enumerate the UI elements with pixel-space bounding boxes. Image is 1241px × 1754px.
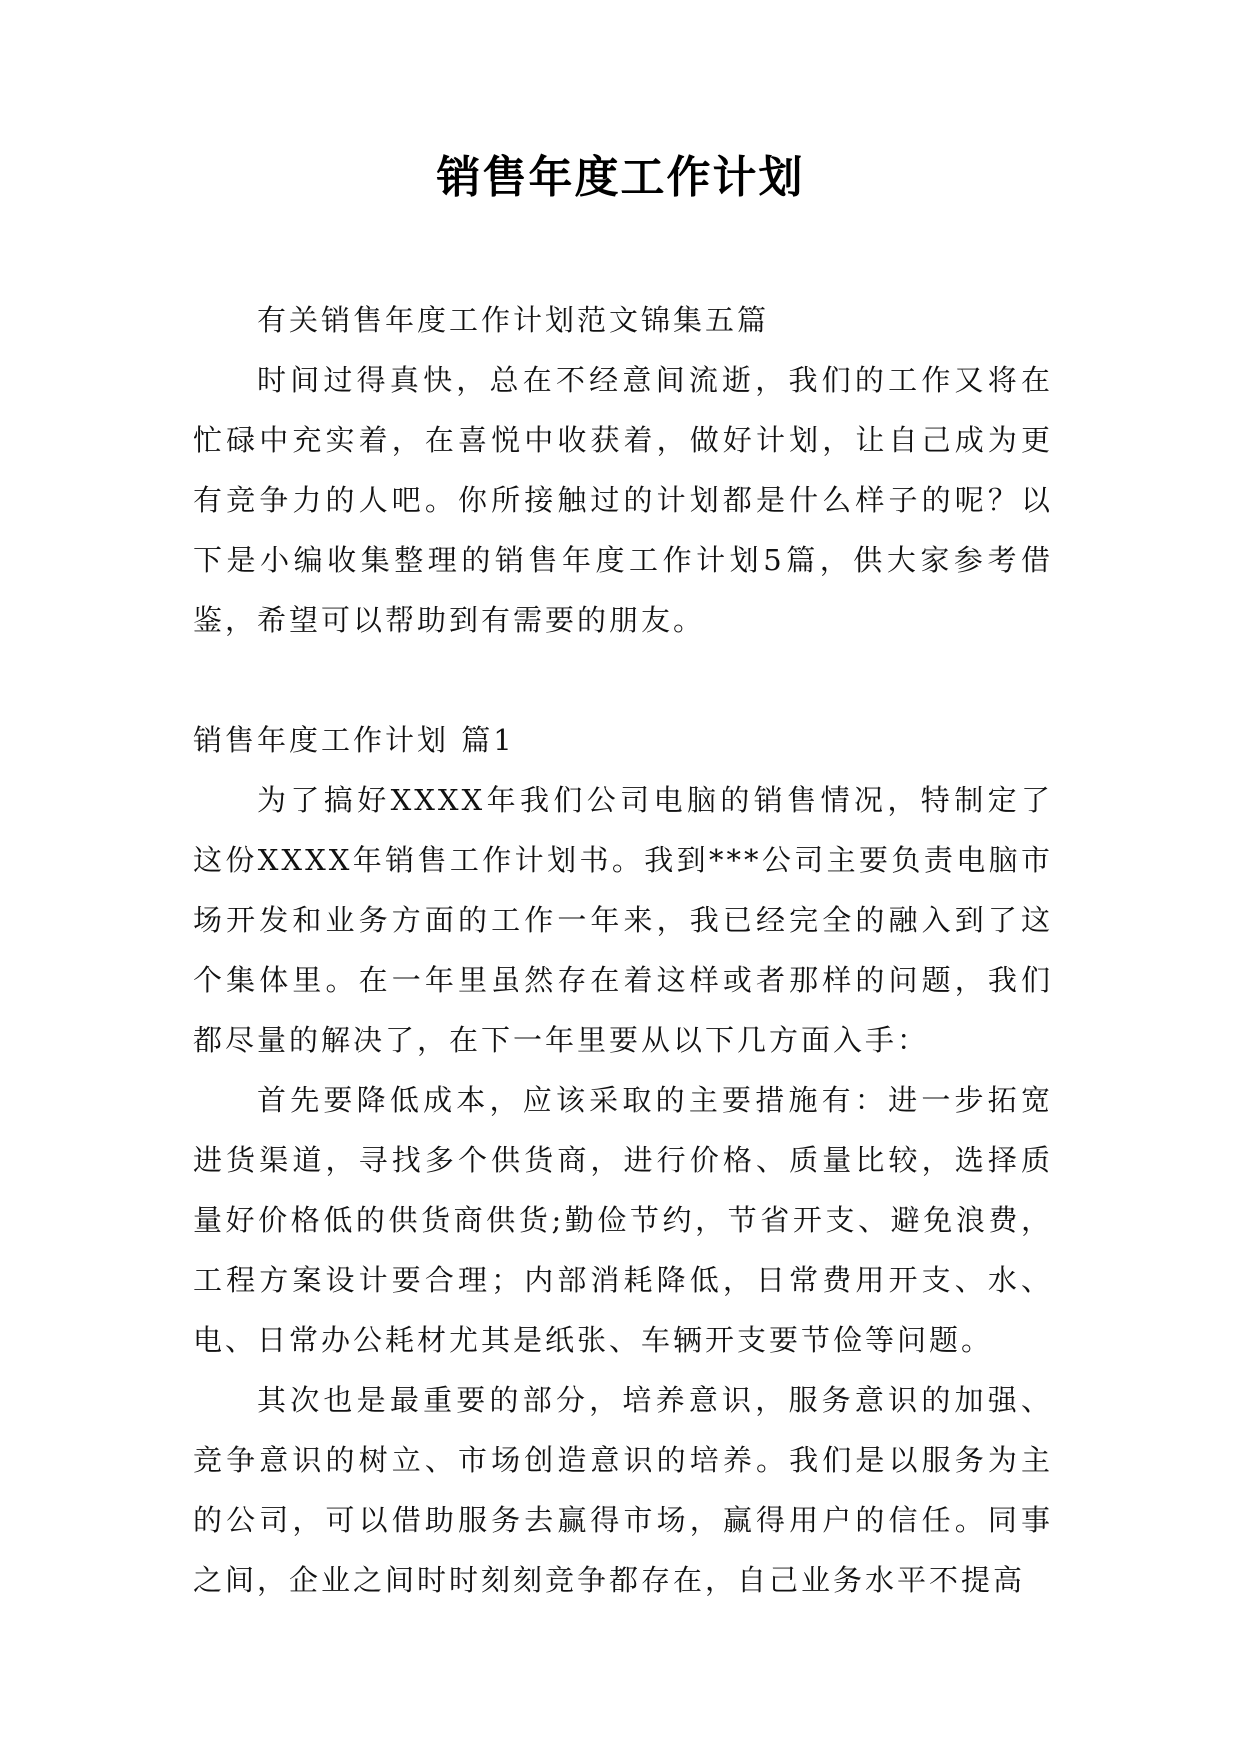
document-body (193, 290, 1053, 1610)
body-paragraph: 其次也是最重要的部分，培养意识，服务意识的加强、竞争意识的树立、市场创造意识的培养。我们是以服务为主的公司，可以借助服务去赢得市场，赢得用户的信任。同事之间，企业之间时时刻刻竞争都存在，自己业务水平不提高 (193, 1383, 1053, 1597)
document-subtitle: 有关销售年度工作计划范文锦集五篇 (257, 303, 770, 337)
body-paragraph: 为了搞好XXXX年我们公司电脑的销售情况，特制定了这份XXXX年销售工作计划书。我到***公司主要负责电脑市场开发和业务方面的工作一年来，我已经完全的融入到了这个集体里。在一年里虽然存在着这样或者那样的问题，我们都尽量的解决了，在下一年里要从以下几方面入手： (193, 783, 1053, 1057)
document-title: 销售年度工作计划 (436, 152, 805, 203)
intro-paragraph: 时间过得真快，总在不经意间流逝，我们的工作又将在忙碌中充实着，在喜悦中收获着，做好计划，让自己成为更有竞争力的人吧。你所接触过的计划都是什么样子的呢？以下是小编收集整理的销售年度工作计划5篇，供大家参考借鉴，希望可以帮助到有需要的朋友。 (193, 363, 1053, 637)
section-heading: 销售年度工作计划 篇1 (193, 723, 515, 757)
body-paragraph: 首先要降低成本，应该采取的主要措施有：进一步拓宽进货渠道，寻找多个供货商，进行价格、质量比较，选择质量好价格低的供货商供货;勤俭节约，节省开支、避免浪费，工程方案设计要合理；内部消耗降低，日常费用开支、水、电、日常办公耗材尤其是纸张、车辆开支要节俭等问题。 (193, 1083, 1053, 1357)
